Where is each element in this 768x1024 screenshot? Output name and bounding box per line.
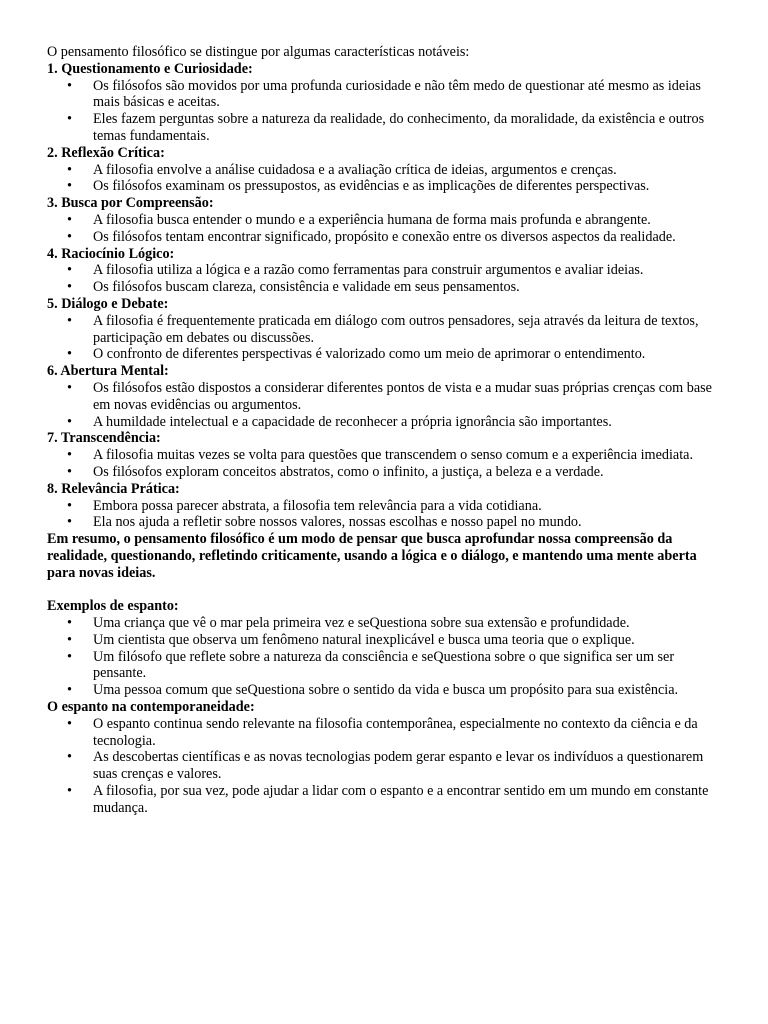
bullet-icon: • — [67, 211, 72, 228]
list-item — [47, 78, 721, 112]
list-item — [47, 178, 721, 195]
list-item-text: Os filósofos tentam encontrar significado, propósito e conexão entre os diversos aspectos da realidade. — [93, 228, 676, 245]
list-item-text: Um filósofo que reflete sobre a natureza da consciência e seQuestiona sobre o que significa ser um ser pensante. — [93, 648, 675, 682]
section-reflexao — [47, 145, 721, 195]
section-heading: 3. Busca por Compreensão: — [47, 195, 214, 212]
bullet-list — [47, 313, 721, 363]
bullet-list — [47, 447, 721, 481]
list-item — [47, 498, 721, 515]
list-item — [47, 632, 721, 649]
bullet-icon: • — [67, 346, 72, 363]
bullet-icon: • — [67, 77, 72, 94]
bullet-icon: • — [67, 279, 72, 296]
section-contemporaneidade — [47, 699, 721, 817]
bullet-icon: • — [67, 312, 72, 329]
bullet-list — [47, 498, 721, 532]
list-item-text: Os filósofos buscam clareza, consistência e validade em seus pensamentos. — [93, 279, 520, 296]
list-item — [47, 380, 721, 414]
list-item-text: Os filósofos estão dispostos a considerar diferentes pontos de vista e a mudar suas próprias crenças com base em novas evidências ou argumentos. — [93, 379, 712, 413]
section-questionamento — [47, 61, 721, 145]
section-raciocinio — [47, 246, 721, 296]
list-item-text: Um cientista que observa um fenômeno natural inexplicável e busca uma teoria que o explique. — [93, 631, 635, 648]
bullet-icon: • — [67, 514, 72, 531]
list-item-text: As descobertas científicas e as novas tecnologias podem gerar espanto e levar os indivíduos a questionarem suas crenças e valores. — [93, 749, 704, 783]
bullet-icon: • — [67, 631, 72, 648]
list-item-text: Os filósofos exploram conceitos abstratos, como o infinito, a justiça, a beleza e a verdade. — [93, 463, 604, 480]
section-heading: Exemplos de espanto: — [47, 598, 179, 615]
bullet-icon: • — [67, 111, 72, 128]
bullet-icon: • — [67, 783, 72, 800]
list-item-text: Embora possa parecer abstrata, a filosofia tem relevância para a vida cotidiana. — [93, 497, 542, 514]
bullet-list — [47, 162, 721, 196]
list-item — [47, 682, 721, 699]
list-item-text: A filosofia é frequentemente praticada em diálogo com outros pensadores, seja através da leitura de textos, participação em debates ou discussões. — [93, 312, 699, 346]
section-busca — [47, 195, 721, 245]
section-heading: O espanto na contemporaneidade: — [47, 699, 255, 716]
list-item-text: A filosofia utiliza a lógica e a razão como ferramentas para construir argumentos e avaliar ideias. — [93, 262, 644, 279]
bullet-list — [47, 615, 721, 699]
section-exemplos — [47, 598, 721, 699]
list-item-text: A filosofia busca entender o mundo e a experiência humana de forma mais profunda e abrangente. — [93, 211, 651, 228]
list-item-text: O espanto continua sendo relevante na filosofia contemporânea, especialmente no contexto da ciência e da tecnologia. — [93, 715, 698, 749]
list-item-text: A filosofia envolve a análise cuidadosa e a avaliação crítica de ideias, argumentos e crenças. — [93, 161, 617, 178]
bullet-icon: • — [67, 463, 72, 480]
list-item — [47, 783, 721, 817]
bullet-list — [47, 212, 721, 246]
bullet-icon: • — [67, 413, 72, 430]
section-heading: 2. Reflexão Crítica: — [47, 144, 165, 161]
list-item — [47, 615, 721, 632]
bullet-icon: • — [67, 648, 72, 665]
list-item — [47, 514, 721, 531]
list-item — [47, 111, 721, 145]
list-item — [47, 464, 721, 481]
section-transcendencia — [47, 430, 721, 480]
bullet-icon: • — [67, 615, 72, 632]
list-item — [47, 279, 721, 296]
list-item — [47, 229, 721, 246]
section-heading: 6. Abertura Mental: — [47, 363, 169, 380]
list-item — [47, 716, 721, 750]
list-item-text: Uma criança que vê o mar pela primeira vez e seQuestiona sobre sua extensão e profundidade. — [93, 615, 630, 632]
bullet-icon: • — [67, 682, 72, 699]
list-item — [47, 414, 721, 431]
list-item — [47, 649, 721, 683]
bullet-icon: • — [67, 161, 72, 178]
list-item — [47, 346, 721, 363]
section-dialogo — [47, 296, 721, 363]
bullet-list — [47, 78, 721, 145]
list-item-text: Os filósofos são movidos por uma profunda curiosidade e não têm medo de questionar até mesmo as ideias mais básicas e aceitas. — [93, 77, 701, 111]
bullet-list — [47, 716, 721, 817]
summary-paragraph: Em resumo, o pensamento filosófico é um modo de pensar que busca aprofundar nossa compreensão da realidade, questionando, refletindo criticamente, usando a lógica e o diálogo, e mantendo uma mente aberta para novas ideias. — [47, 531, 697, 581]
list-item — [47, 162, 721, 179]
section-abertura — [47, 363, 721, 430]
paragraph-spacer — [47, 582, 721, 599]
bullet-icon: • — [67, 262, 72, 279]
section-heading: 1. Questionamento e Curiosidade: — [47, 60, 253, 77]
list-item — [47, 212, 721, 229]
section-heading: 8. Relevância Prática: — [47, 480, 180, 497]
bullet-icon: • — [67, 715, 72, 732]
list-item-text: Ela nos ajuda a refletir sobre nossos valores, nossas escolhas e nosso papel no mundo. — [93, 514, 582, 531]
list-item-text: A filosofia, por sua vez, pode ajudar a lidar com o espanto e a encontrar sentido em um mundo em constante mudança. — [93, 783, 709, 816]
list-item-text: Uma pessoa comum que seQuestiona sobre o sentido da vida e busca um propósito para sua existência. — [93, 682, 679, 699]
section-relevancia — [47, 481, 721, 531]
bullet-icon: • — [67, 379, 72, 396]
bullet-list — [47, 380, 721, 430]
list-item — [47, 447, 721, 464]
section-heading: 4. Raciocínio Lógico: — [47, 245, 175, 262]
bullet-icon: • — [67, 228, 72, 245]
document-body — [47, 44, 721, 817]
intro-paragraph: O pensamento filosófico se distingue por algumas características notáveis: — [47, 44, 470, 60]
bullet-icon: • — [67, 178, 72, 195]
section-heading: 7. Transcendência: — [47, 430, 161, 447]
list-item-text: A filosofia muitas vezes se volta para questões que transcendem o senso comum e a experiência imediata. — [93, 447, 694, 464]
section-heading: 5. Diálogo e Debate: — [47, 295, 169, 312]
list-item-text: Os filósofos examinam os pressupostos, as evidências e as implicações de diferentes perspectivas. — [93, 178, 650, 195]
list-item — [47, 262, 721, 279]
bullet-icon: • — [67, 749, 72, 766]
list-item-text: A humildade intelectual e a capacidade de reconhecer a própria ignorância são importantes. — [93, 413, 612, 430]
list-item-text: Eles fazem perguntas sobre a natureza da realidade, do conhecimento, da moralidade, da existência e outros temas fundamentais. — [93, 111, 705, 144]
bullet-icon: • — [67, 497, 72, 514]
bullet-icon: • — [67, 447, 72, 464]
list-item — [47, 749, 721, 783]
list-item — [47, 313, 721, 347]
list-item-text: O confronto de diferentes perspectivas é valorizado como um meio de aprimorar o entendimento. — [93, 346, 646, 363]
bullet-list — [47, 262, 721, 296]
